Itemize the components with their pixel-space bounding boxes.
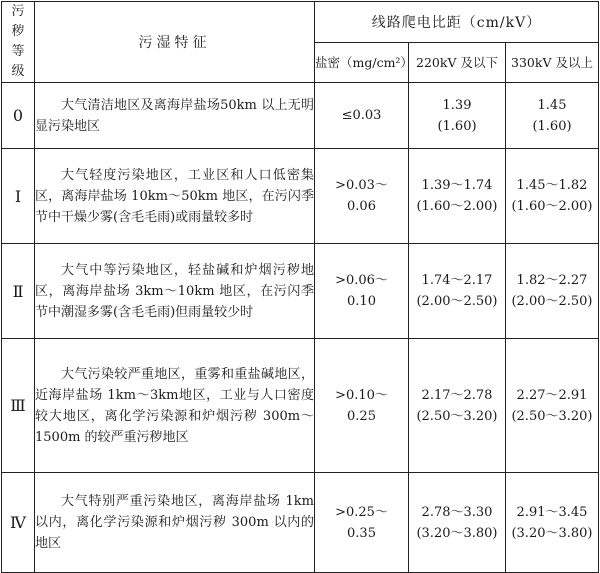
header-salt-density: 盐密（mg/cm²） <box>315 42 409 83</box>
kv220-bracket-value: (3.20～3.80) <box>416 525 498 541</box>
features-text: 大气清洁地区及离海岸盐场50km 以上无明显污染地区 <box>35 97 314 134</box>
kv220-value: 1.39～1.74 <box>421 178 493 193</box>
kv220-value: 1.74～2.17 <box>421 273 493 288</box>
kv330-value: 1.45～1.82 <box>516 178 588 193</box>
salt-density-value: >0.03～ <box>335 178 388 193</box>
kv330-value: 2.27～2.91 <box>516 387 588 403</box>
grade-value: Ⅱ <box>12 281 24 301</box>
grade-value: Ⅳ <box>10 513 26 532</box>
features-text: 大气特别严重污染地区，离海岸盐场 1km 以内，离化学污染源和炉烟污秽 300m 以内的地区 <box>35 494 314 551</box>
kv220-bracket-value: (2.50～3.20) <box>416 408 498 424</box>
kv220-bracket-value: (1.60) <box>437 118 477 134</box>
table-row <box>2 339 599 473</box>
kv220-cell <box>409 149 506 244</box>
salt-density-value-end: 0.10 <box>347 294 376 309</box>
grade-value: 0 <box>12 106 24 125</box>
salt-density-value: >0.10～ <box>335 387 388 403</box>
kv220-value: 1.39 <box>442 97 472 113</box>
table-row <box>2 83 599 149</box>
salt-density-value: >0.06～ <box>335 273 388 288</box>
grade-cell <box>2 244 35 339</box>
kv220-bracket-value: (2.00～2.50) <box>416 294 498 309</box>
table-row <box>2 149 599 244</box>
features-text: 大气轻度污染地区，工业区和人口低密集区，离海岸盐场 10km～50km 地区，在污闪季节中干燥少雾(含毛毛雨)或雨量较多时 <box>35 167 314 225</box>
kv330-bracket-value: (2.50～3.20) <box>511 408 593 424</box>
kv330-cell <box>506 339 599 473</box>
grade-value: Ⅰ <box>14 186 22 206</box>
salt-density-cell <box>315 83 409 149</box>
kv330-value: 2.91～3.45 <box>516 504 588 520</box>
header-220kv: 220kV 及以下 <box>409 42 506 83</box>
table-row <box>2 244 599 339</box>
grade-cell <box>2 149 35 244</box>
features-text: 大气污染较严重地区，重雾和重盐碱地区，近海岸盐场 1km～3km地区，工业与人口密度较大地区，离化学污染源和炉烟污秽 300m～1500m 的较严重污秽地区 <box>35 366 314 445</box>
kv330-cell <box>506 244 599 339</box>
kv330-bracket-value: (2.00～2.50) <box>511 294 593 309</box>
features-cell <box>35 244 315 339</box>
salt-density-value-end: 0.25 <box>347 408 376 424</box>
salt-density-cell <box>315 149 409 244</box>
grade-cell <box>2 339 35 473</box>
features-cell <box>35 339 315 473</box>
header-row-1 <box>2 2 599 43</box>
salt-density-cell <box>315 244 409 339</box>
kv220-cell <box>409 244 506 339</box>
salt-density-cell <box>315 339 409 473</box>
salt-density-value-end: 0.06 <box>347 199 376 214</box>
kv330-value: 1.82～2.27 <box>516 273 588 288</box>
kv330-value: 1.45 <box>537 97 567 113</box>
kv330-bracket-value: (3.20～3.80) <box>511 525 593 541</box>
header-creepage-distance: 线路爬电比距（cm/kV） <box>315 2 599 43</box>
features-cell <box>35 149 315 244</box>
kv220-value: 2.17～2.78 <box>421 387 493 403</box>
pollution-grade-table <box>1 1 599 573</box>
salt-density-value-end: 0.35 <box>347 525 376 541</box>
salt-density-value: ≤0.03 <box>341 108 382 123</box>
header-features: 污湿特征 <box>35 2 315 83</box>
header-330kv: 330kV 及以上 <box>506 42 599 83</box>
grade-value: Ⅲ <box>10 396 26 415</box>
kv220-bracket-value: (1.60～2.00) <box>416 199 498 214</box>
kv220-cell <box>409 83 506 149</box>
features-text: 大气中等污染地区，轻盐碱和炉烟污秽地区，离海岸盐场 3km～10km 地区，在污闪季节中潮湿多雾(含毛毛雨)但雨量较少时 <box>35 262 314 320</box>
kv330-cell <box>506 149 599 244</box>
features-cell <box>35 83 315 149</box>
kv220-cell <box>409 339 506 473</box>
grade-cell <box>2 83 35 149</box>
header-grade: 污秽等级 <box>2 2 35 83</box>
salt-density-value: >0.25～ <box>335 504 388 520</box>
kv330-bracket-value: (1.60～2.00) <box>511 199 593 214</box>
kv220-value: 2.78～3.30 <box>421 504 493 520</box>
kv330-cell <box>506 83 599 149</box>
kv330-bracket-value: (1.60) <box>532 118 572 134</box>
